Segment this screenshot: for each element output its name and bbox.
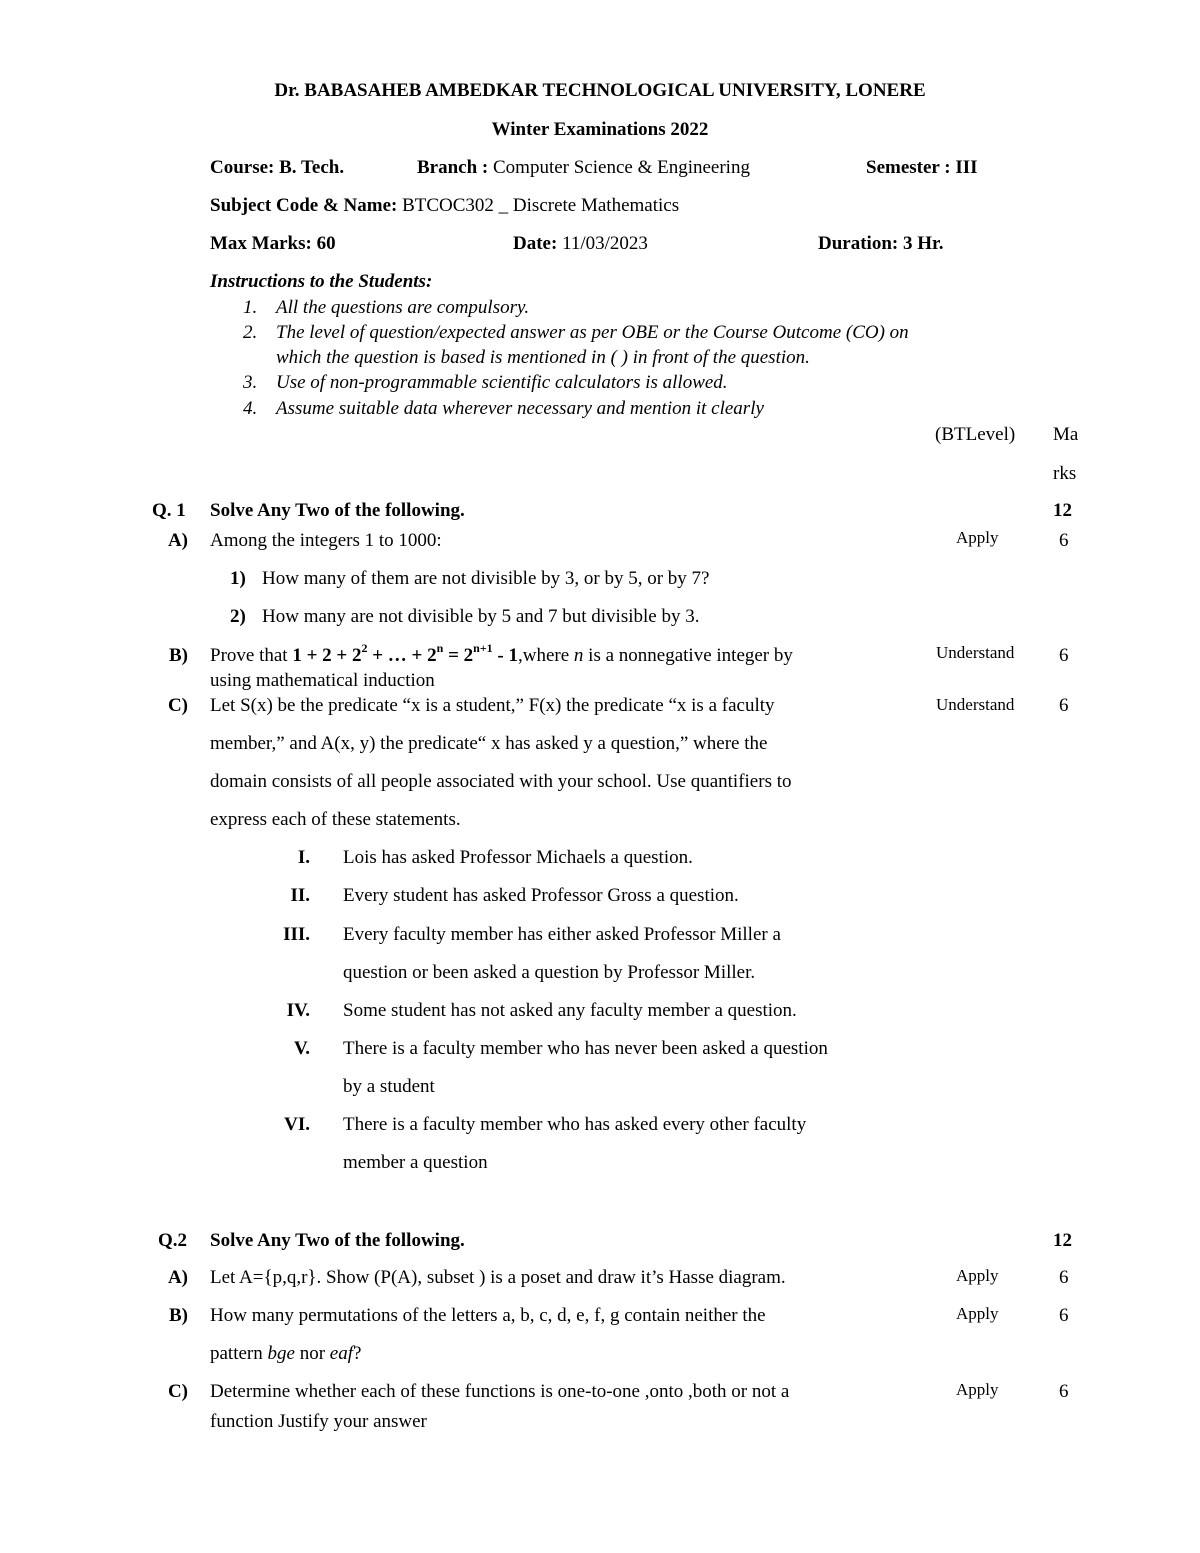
q1b-text — [210, 640, 793, 667]
q2b-line2 — [210, 1343, 361, 1365]
q1b-pre: Prove that — [210, 645, 288, 666]
formula-part: 1 + 2 + 2 — [292, 645, 362, 666]
date-value: 11/03/2023 — [562, 233, 648, 254]
subject — [210, 195, 679, 217]
q2a-label: A) — [167, 1267, 188, 1288]
instruction-text: Use of non-programmable scientific calculators is allowed. — [276, 372, 728, 393]
q2-marks: 12 — [1053, 1230, 1072, 1251]
q1c-line: express each of these statements. — [210, 809, 461, 830]
q2c-level: Apply — [956, 1380, 999, 1399]
q1b-post: is a nonnegative integer by — [583, 645, 793, 666]
q1c-line: member,” and A(x, y) the predicate“ x has asked y a question,” where the — [210, 733, 768, 754]
subject-value: BTCOC302 _ Discrete Mathematics — [402, 195, 680, 216]
q2c-label: C) — [167, 1381, 188, 1402]
branch-label: Branch : — [417, 157, 489, 178]
max-marks: Max Marks: 60 — [210, 233, 336, 254]
instruction-num: 3. — [243, 372, 258, 393]
marks-header-2: rks — [1053, 463, 1077, 484]
q2c-marks: 6 — [1059, 1381, 1069, 1402]
formula-part: - 1 — [492, 645, 518, 666]
q1b-post: ,where — [518, 645, 574, 666]
q1-marks: 12 — [1053, 500, 1072, 521]
statement-num: II. — [290, 885, 310, 906]
q1a-label: A) — [167, 530, 188, 551]
exam-title: Winter Examinations 2022 — [491, 119, 709, 140]
text-part: pattern — [210, 1343, 268, 1364]
formula-part: + … + 2 — [367, 645, 437, 666]
q1a-text: Among the integers 1 to 1000: — [210, 530, 442, 551]
statement-text: Some student has not asked any faculty member a question. — [343, 1000, 797, 1021]
statement-num: IV. — [286, 1000, 310, 1021]
q2a-level: Apply — [956, 1266, 999, 1285]
btlevel-header: (BTLevel) — [935, 424, 1016, 445]
q1c-marks: 6 — [1059, 695, 1069, 716]
q1c-label: C) — [167, 695, 188, 716]
formula-exp: n — [436, 640, 444, 655]
pattern-bge: bge — [267, 1343, 295, 1364]
branch-value: Computer Science & Engineering — [493, 157, 750, 178]
university-title: Dr. BABASAHEB AMBEDKAR TECHNOLOGICAL UNIVERSITY, LONERE — [274, 80, 926, 101]
q2a-text: Let A={p,q,r}. Show (P(A), subset ) is a poset and draw it’s Hasse diagram. — [210, 1267, 786, 1288]
formula-part: = 2 — [443, 645, 474, 666]
q1a-sub-num: 2) — [230, 606, 246, 627]
q1c-line: domain consists of all people associated with your school. Use quantifiers to — [210, 771, 792, 792]
semester-label: Semester : III — [866, 157, 978, 178]
statement-text: Lois has asked Professor Michaels a question. — [343, 847, 693, 868]
q2a-marks: 6 — [1059, 1267, 1069, 1288]
q1b-label: B) — [169, 645, 188, 666]
statement-num: V. — [293, 1038, 310, 1059]
instruction-text: The level of question/expected answer as per OBE or the Course Outcome (CO) on — [276, 322, 909, 343]
q1b-var: n — [573, 645, 584, 666]
formula-exp: n+1 — [473, 640, 493, 655]
q1a-sub-num: 1) — [230, 568, 246, 589]
statement-text: member a question — [343, 1152, 488, 1173]
q1-number: Q. 1 — [152, 500, 186, 521]
q1b-marks: 6 — [1059, 645, 1069, 666]
q2c-line2: function Justify your answer — [210, 1411, 427, 1432]
q1c-level: Understand — [936, 695, 1015, 714]
statement-num: I. — [297, 847, 310, 868]
q2-number: Q.2 — [158, 1230, 188, 1251]
q2c-line1: Determine whether each of these functions is one-to-one ,onto ,both or not a — [210, 1381, 790, 1402]
statement-text: Every faculty member has either asked Professor Miller a — [343, 924, 781, 945]
text-part: nor — [294, 1343, 330, 1364]
duration: Duration: 3 Hr. — [818, 233, 944, 254]
statement-text: There is a faculty member who has asked every other faculty — [343, 1114, 807, 1135]
marks-header-1: Ma — [1053, 424, 1079, 445]
q1b-formula — [292, 640, 518, 666]
statement-text: question or been asked a question by Professor Miller. — [343, 962, 756, 983]
q1b-level: Understand — [936, 643, 1015, 662]
q1a-marks: 6 — [1059, 530, 1069, 551]
q2-title: Solve Any Two of the following. — [210, 1230, 465, 1251]
text-part: ? — [353, 1343, 362, 1364]
branch — [417, 157, 750, 179]
q2b-level: Apply — [956, 1304, 999, 1323]
instruction-num: 4. — [243, 398, 258, 419]
q1c-line: Let S(x) be the predicate “x is a student,” F(x) the predicate “x is a faculty — [210, 695, 775, 716]
instruction-text: which the question is based is mentioned in ( ) in front of the question. — [276, 347, 810, 368]
q1-title: Solve Any Two of the following. — [210, 500, 465, 521]
instruction-num: 1. — [243, 297, 258, 318]
course-label: Course: B. Tech. — [210, 157, 345, 178]
statement-text: Every student has asked Professor Gross a question. — [343, 885, 739, 906]
exam-date — [513, 233, 648, 255]
statement-num: VI. — [284, 1114, 310, 1135]
q2b-line1: How many permutations of the letters a, b, c, d, e, f, g contain neither the — [210, 1305, 766, 1326]
q2b-label: B) — [169, 1305, 188, 1326]
q2b-marks: 6 — [1059, 1305, 1069, 1326]
q1a-level: Apply — [956, 528, 999, 547]
q1a-sub-text: How many of them are not divisible by 3, or by 5, or by 7? — [262, 568, 710, 589]
pattern-eaf: eaf — [329, 1343, 353, 1364]
q1a-sub-text: How many are not divisible by 5 and 7 but divisible by 3. — [262, 606, 700, 627]
instructions-title: Instructions to the Students: — [210, 271, 433, 292]
formula-exp: 2 — [361, 640, 368, 655]
instruction-num: 2. — [243, 322, 258, 343]
instruction-text: Assume suitable data wherever necessary and mention it clearly — [276, 398, 764, 419]
q1b-line2: using mathematical induction — [210, 670, 435, 691]
statement-text: by a student — [343, 1076, 435, 1097]
subject-label: Subject Code & Name: — [210, 195, 398, 216]
statement-text: There is a faculty member who has never been asked a question — [343, 1038, 828, 1059]
date-label: Date: — [513, 233, 558, 254]
instruction-text: All the questions are compulsory. — [276, 297, 530, 318]
statement-num: III. — [283, 924, 310, 945]
